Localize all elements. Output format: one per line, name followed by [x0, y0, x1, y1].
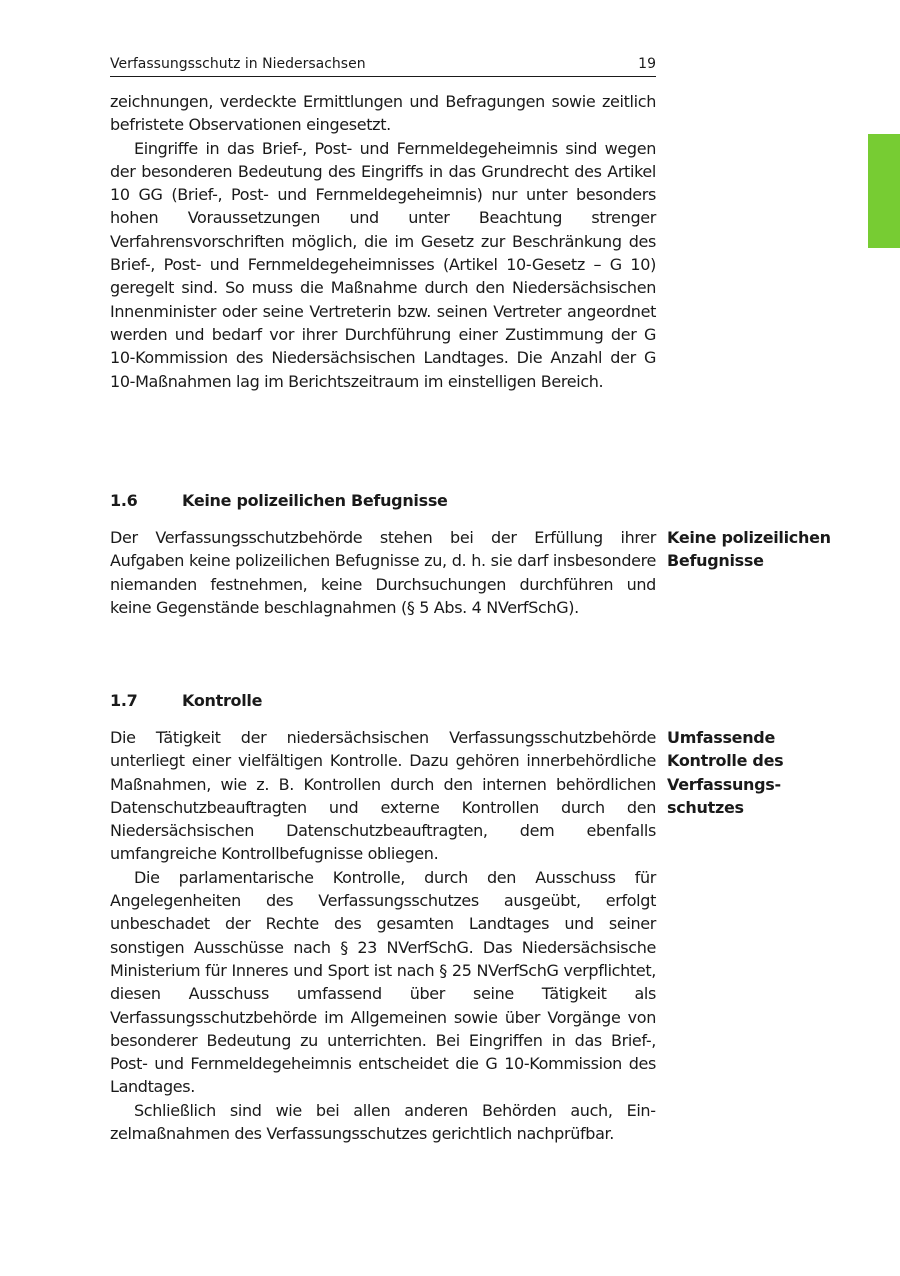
- section-heading-1-6: [110, 490, 448, 512]
- margin-note-line: Befugnisse: [667, 551, 764, 571]
- margin-note-1-6: [667, 526, 867, 573]
- chapter-thumb-tab: [868, 134, 900, 248]
- margin-note-line: Verfassungs-: [667, 774, 781, 794]
- page-number: 19: [638, 56, 656, 72]
- section-number: 1.6: [110, 491, 138, 510]
- running-header-title: Verfassungsschutz in Niedersachsen: [110, 56, 366, 72]
- margin-note-line: Umfassende: [667, 728, 776, 747]
- section-number: 1.7: [110, 691, 138, 710]
- paragraph-control-overview: Die Tätigkeit der niedersächsischen Verfassungsschutzbehörde unterliegt einer vielfältigen Kontrolle. Dazu gehören innerbehördliche Maßnahmen, wie z. B. Kontrollen durch den internen behördlichen Datenschutzbeauftragten und externe Kontrollen durch den Niedersächsischen Datenschutzbeauftragten, dem ebenfalls umfangreiche Kontrollbefugnisse obliegen.: [110, 728, 656, 864]
- paragraph-parliamentary-control: Die parlamentarische Kontrolle, durch den Ausschuss für Angelegenheiten des Verfassungsschutzes ausgeübt, erfolgt unbeschadet der Rechte des gesamten Landtages und seiner sonstigen Ausschüsse nach § 23 NVerfSchG. Das Niedersächsische Ministerium für Inneres und Sport ist nach § 25 NVerfSchG verpflichtet, diesen Ausschuss umfassend über seine Tätigkeit als Verfassungsschutzbehörde im Allgemeinen sowie über Vorgänge von besonderer Bedeutung zu unterrichten. Bei Eingriffen in das Brief-, Post- und Fernmeldegeheimnis entscheidet die G 10-Kommission des Landtages.: [110, 867, 656, 1097]
- margin-note-line: Kontrolle des: [667, 751, 784, 771]
- text-block-1-7: [110, 726, 656, 1145]
- margin-note-1-7: [667, 726, 867, 819]
- section-heading-1-7: [110, 690, 262, 712]
- margin-note-line: schutzes: [667, 797, 744, 817]
- section-title: Keine polizeilichen Befugnisse: [182, 491, 448, 510]
- running-header: [110, 54, 656, 77]
- paragraph-continuation: zeichnungen, verdeckte Ermittlungen und Befragungen sowie zeitlich befristete Observationen eingesetzt.: [110, 92, 656, 135]
- text-block-1-6: [110, 526, 656, 619]
- paragraph-police-powers: Der Verfassungsschutzbehörde stehen bei der Erfüllung ihrer Aufgaben keine polizeilichen Befugnisse zu, d. h. sie darf insbesondere niemanden festnehmen, keine Durchsuchungen durchführen und keine Gegenstände beschlagnahmen (§ 5 Abs. 4 NVerfSchG).: [110, 528, 656, 617]
- text-block-intro: [110, 90, 656, 393]
- paragraph-judicial-review: Schließlich sind wie bei allen anderen Behörden auch, Einzelmaßnahmen des Verfassungsschutzes gerichtlich nachprüfbar.: [110, 1100, 656, 1144]
- paragraph-g10: Eingriffe in das Brief-, Post- und Fernmeldegeheimnis sind wegen der besonderen Bedeutung des Eingriffs in das Grundrecht des Artikel 10 GG (Brief-, Post- und Fernmeldegeheimnis) nur unter besonders hohen Voraussetzungen und unter Beachtung strenger Verfahrensvorschriften möglich, die im Gesetz zur Beschränkung des Brief-, Post- und Fernmeldegeheimnisses (Artikel 10-Gesetz – G 10) geregelt sind. So muss die Maßnahme durch den Niedersächsischen Innenminister oder seine Vertreterin bzw. seinen Vertreter angeordnet werden und bedarf vor ihrer Durchführung einer Zustimmung der G 10-Kommission des Niedersächsischen Landtages. Die Anzahl der G 10-Maßnahmen lag im Berichtszeitraum im einstelligen Bereich.: [110, 138, 656, 391]
- section-title: Kontrolle: [182, 691, 263, 710]
- margin-note-line: Keine polizeilichen: [667, 528, 831, 547]
